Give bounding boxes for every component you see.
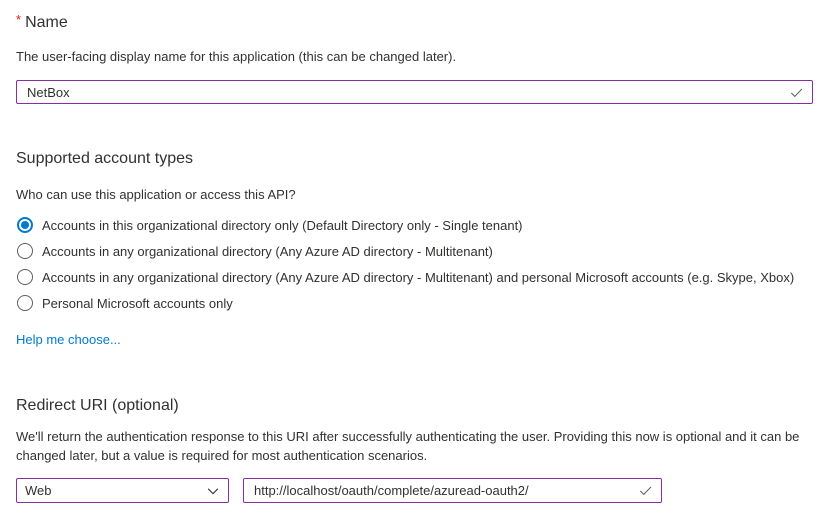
radio-option-single-tenant[interactable] bbox=[16, 212, 813, 238]
radio-option-label: Accounts in any organizational directory (Any Azure AD directory - Multitenant) bbox=[42, 243, 493, 259]
name-description: The user-facing display name for this application (this can be changed later). bbox=[16, 49, 457, 64]
name-input-container bbox=[16, 80, 813, 104]
redirect-uri-input-container bbox=[243, 478, 662, 503]
redirect-uri-row bbox=[16, 478, 813, 503]
checkmark-icon bbox=[638, 483, 653, 498]
radio-option-personal-only[interactable] bbox=[16, 290, 813, 316]
redirect-uri-section bbox=[16, 395, 813, 503]
radio-option-label: Accounts in any organizational directory (Any Azure AD directory - Multitenant) and personal Microsoft accounts (e.g. Skype, Xbox) bbox=[42, 269, 795, 285]
radio-button-icon[interactable] bbox=[17, 243, 33, 259]
radio-option-label: Personal Microsoft accounts only bbox=[42, 295, 233, 311]
help-me-choose-link[interactable]: Help me choose... bbox=[16, 332, 121, 347]
account-types-question: Who can use this application or access this API? bbox=[16, 187, 296, 202]
redirect-uri-input[interactable] bbox=[244, 479, 638, 502]
radio-button-icon[interactable] bbox=[17, 295, 33, 311]
chevron-down-icon bbox=[206, 484, 220, 498]
checkmark-icon bbox=[789, 85, 804, 100]
platform-select-dropdown[interactable] bbox=[16, 478, 229, 503]
supported-account-types-section bbox=[16, 148, 813, 349]
account-types-radio-group bbox=[16, 212, 813, 316]
name-label-text: Name bbox=[25, 14, 68, 31]
name-field-label bbox=[16, 9, 813, 34]
radio-button-icon[interactable] bbox=[17, 269, 33, 285]
radio-option-multitenant[interactable] bbox=[16, 238, 813, 264]
name-section bbox=[16, 9, 813, 104]
redirect-uri-heading: Redirect URI (optional) bbox=[16, 397, 179, 414]
redirect-uri-description: We'll return the authentication response to this URI after successfully authenticating the user. Providing this now is optional and it can be changed later, but a value is required for most authentication scenarios. bbox=[16, 429, 800, 463]
supported-account-types-heading: Supported account types bbox=[16, 150, 194, 167]
radio-option-label: Accounts in this organizational directory only (Default Directory only - Single tenant) bbox=[42, 217, 523, 233]
required-asterisk: * bbox=[16, 12, 22, 27]
platform-selected-value: Web bbox=[25, 483, 52, 498]
name-input[interactable] bbox=[17, 81, 789, 103]
radio-option-multitenant-personal[interactable] bbox=[16, 264, 813, 290]
radio-button-icon[interactable] bbox=[17, 217, 33, 233]
